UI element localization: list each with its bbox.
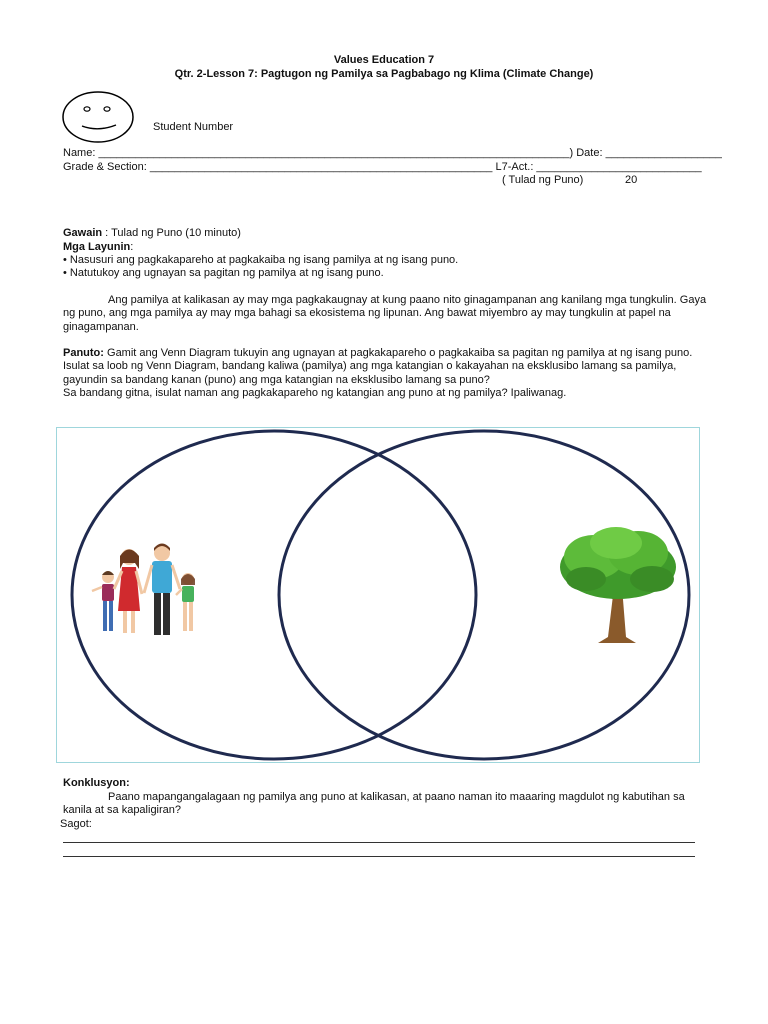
gawain-text: : Tulad ng Puno (10 minuto) xyxy=(102,227,241,239)
layunin-row xyxy=(63,241,133,253)
panuto-text: Gamit ang Venn Diagram tukuyin ang ugnayan at pagkakapareho o pagkakaiba sa pagitan ng pamilya at ng isang puno. xyxy=(103,347,693,359)
intro-line: ginagampanan. xyxy=(63,321,139,333)
panuto-row xyxy=(63,347,692,359)
intro-line: ng puno, ang mga pamilya ay may mga bahagi sa ekosistema ng lipunan. Ang bawat miyembro ay may tungkulin at papel na xyxy=(63,307,671,319)
gawain-row xyxy=(63,227,241,239)
conclusion-question: Paano mapangangalagaan ng pamilya ang puno at kalikasan, at paano naman ito maaaring magdulot ng kabutihan sa xyxy=(108,791,685,803)
answer-line[interactable] xyxy=(63,842,695,843)
objective-item: • Nasusuri ang pagkakapareho at pagkakaiba ng isang pamilya at ng isang puno. xyxy=(63,254,459,266)
venn-diagram xyxy=(56,427,700,763)
smiley-face-icon xyxy=(62,90,136,144)
score-value: 20 xyxy=(625,174,638,186)
panuto-line: Isulat sa loob ng Venn Diagram, bandang kaliwa (pamilya) ang mga katangian o kakayahan na eksklusibo lamang sa pamilya, xyxy=(63,360,677,372)
tree-icon xyxy=(560,527,676,643)
answer-label: Sagot: xyxy=(60,818,92,830)
panuto-line: gayundin sa bandang kanan (puno) ang mga katangian na eksklusibo lamang sa puno? xyxy=(63,374,490,386)
name-date-line[interactable]: Name: _____________________________________________________________________________) Date: ___________________ xyxy=(63,147,722,159)
layunin-label: Mga Layunin xyxy=(63,241,131,253)
gawain-label: Gawain xyxy=(63,227,103,239)
student-number-label: Student Number xyxy=(153,121,234,133)
grade-section-line[interactable]: Grade & Section: ________________________________________________________ L7-Act.: ___________________________ xyxy=(63,161,702,173)
objective-item: • Natutukoy ang ugnayan sa pagitan ng pamilya at ng isang puno. xyxy=(63,267,384,279)
layunin-colon: : xyxy=(130,241,134,253)
intro-line: Ang pamilya at kalikasan ay may mga pagkakaugnay at kung paano nito ginagampanan ang kanilang mga tungkulin. Gaya xyxy=(108,294,707,306)
answer-line[interactable] xyxy=(63,856,695,857)
subject-title: Values Education 7 xyxy=(333,54,435,66)
conclusion-label: Konklusyon: xyxy=(63,777,130,789)
activity-label: ( Tulad ng Puno) xyxy=(502,174,584,186)
lesson-title: Qtr. 2-Lesson 7: Pagtugon ng Pamilya sa Pagbabago ng Klima (Climate Change) xyxy=(174,68,594,80)
panuto-line: Sa bandang gitna, isulat naman ang pagkakapareho ng katangian ang puno at ng pamilya? Ipaliwanag. xyxy=(63,387,567,399)
conclusion-question: kanila at sa kapaligiran? xyxy=(63,804,182,816)
panuto-label: Panuto: xyxy=(63,347,104,359)
family-icon xyxy=(92,544,195,636)
